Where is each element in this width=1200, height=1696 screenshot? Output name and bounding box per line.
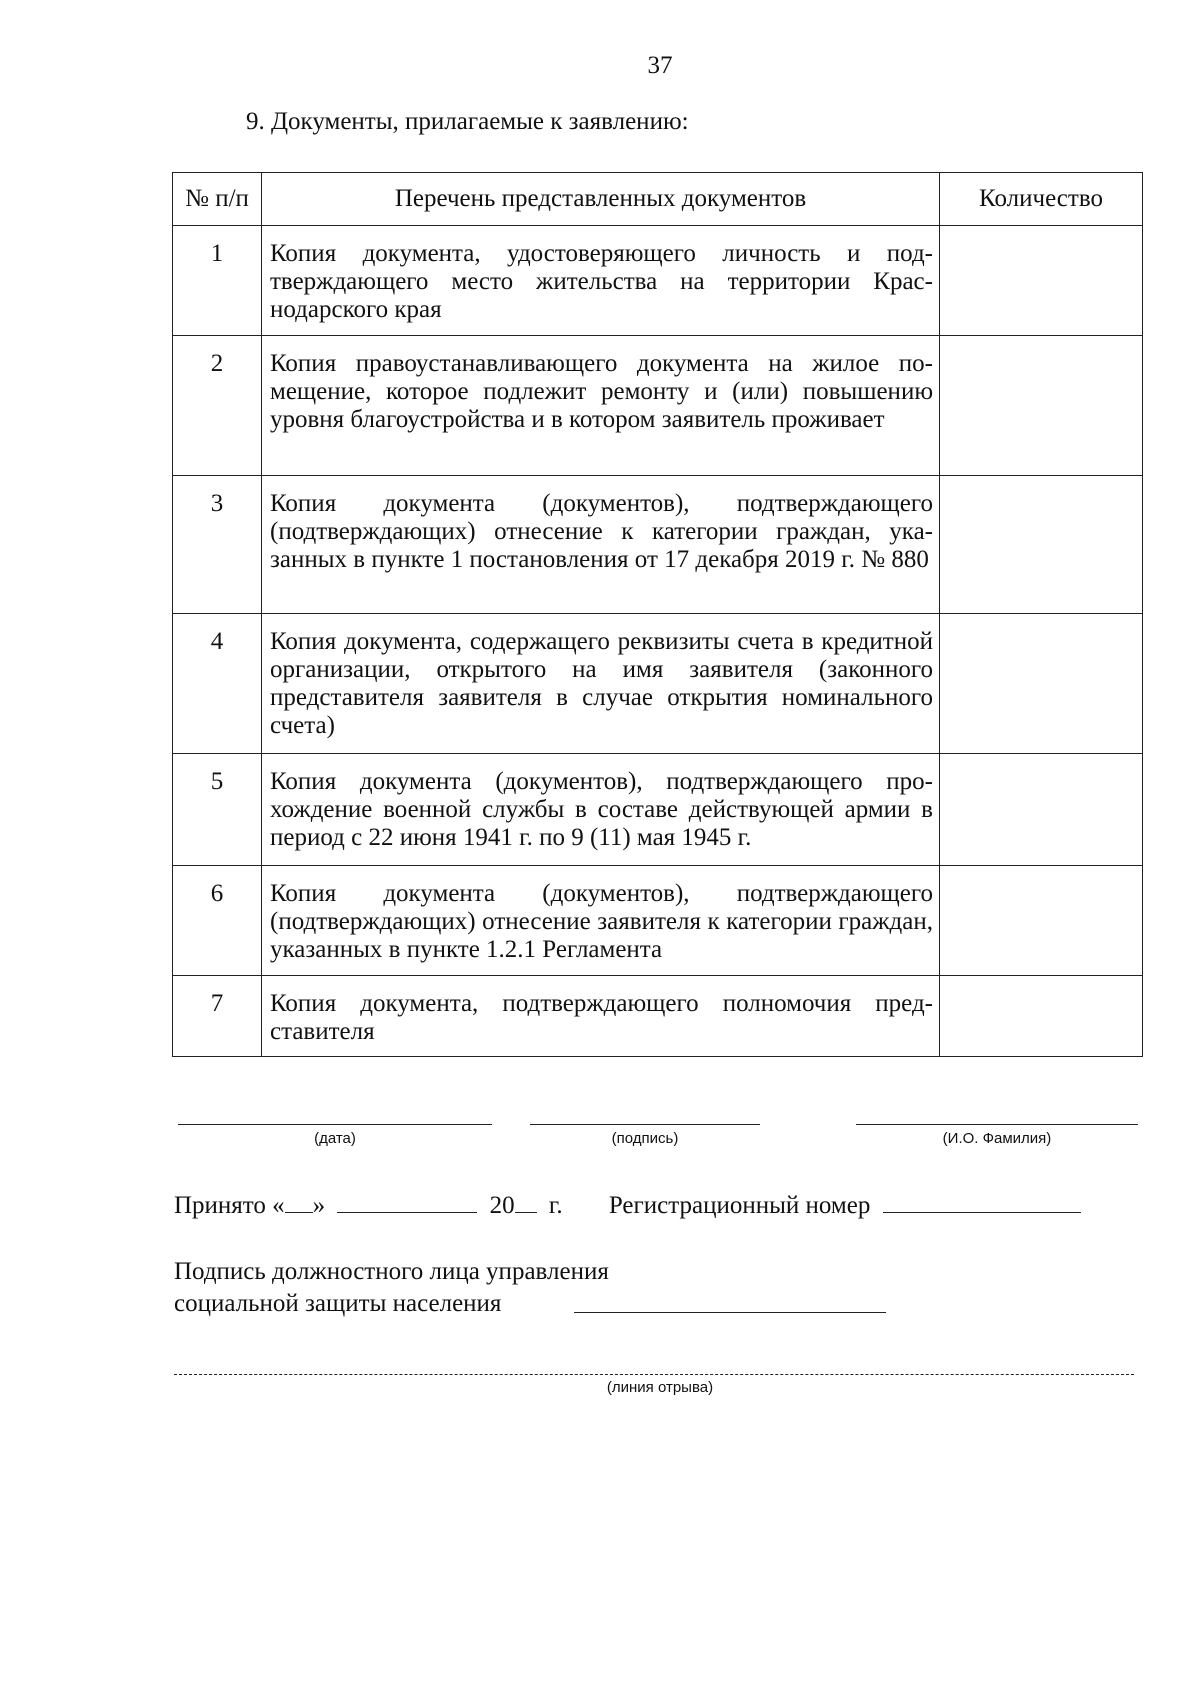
header-num: № п/п — [173, 173, 262, 226]
header-name: Перечень представленных документов — [262, 173, 940, 226]
row-num: 4 — [173, 614, 262, 754]
row-document: Копия правоустанавливающего документа на жилое помещение, которое подлежит ремонту и (или) повышению уровня благоустройства и в котором заявитель проживает — [262, 336, 940, 476]
official-label-line2: социальной защиты населения — [174, 1290, 502, 1317]
row-document: Копия документа (документов), подтверждающего (подтверждающих) отнесение к категории граждан, указанных в пункте 1 постановления от 17 декабря 2019 г. № 880 — [262, 476, 940, 614]
row-quantity — [940, 226, 1143, 336]
year-suffix: г. — [548, 1192, 563, 1219]
day-blank[interactable] — [285, 1190, 313, 1213]
page-number: 37 — [647, 52, 673, 79]
year-blank[interactable] — [515, 1190, 537, 1213]
date-caption: (дата) — [314, 1130, 356, 1147]
tear-caption: (линия отрыва) — [606, 1379, 714, 1396]
documents-table — [172, 172, 1143, 1057]
row-quantity — [940, 614, 1143, 754]
section-heading: 9. Документы, прилагаемые к заявлению: — [246, 108, 689, 135]
row-num: 3 — [173, 476, 262, 614]
accepted-quote-close: » — [312, 1192, 326, 1219]
table-row — [173, 476, 1143, 614]
row-document: Копия документа, подтверждающего полномочия представителя — [262, 976, 940, 1057]
accepted-label: Принято « — [174, 1192, 285, 1219]
registration-blank[interactable] — [883, 1190, 1081, 1213]
row-num: 5 — [173, 754, 262, 866]
row-document: Копия документа, удостоверяющего личность и подтверждающего место жительства на территории Краснодарского края — [262, 226, 940, 336]
table-row — [173, 614, 1143, 754]
row-num: 6 — [173, 866, 262, 976]
row-quantity — [940, 476, 1143, 614]
table-row — [173, 866, 1143, 976]
name-caption: (И.О. Фамилия) — [942, 1130, 1052, 1147]
table-row — [173, 976, 1143, 1057]
row-num: 2 — [173, 336, 262, 476]
row-document: Копия документа (документов), подтверждающего (подтверждающих) отнесение заявителя к категории граждан, указанных в пункте 1.2.1 Регламента — [262, 866, 940, 976]
official-label-line1: Подпись должностного лица управления — [174, 1258, 609, 1285]
table-row — [173, 226, 1143, 336]
row-num: 1 — [173, 226, 262, 336]
accepted-row — [174, 1190, 1081, 1220]
row-quantity — [940, 754, 1143, 866]
official-signature-line[interactable] — [574, 1312, 886, 1313]
table-row — [173, 336, 1143, 476]
header-qty: Количество — [940, 173, 1143, 226]
table-row — [173, 754, 1143, 866]
signature-line[interactable] — [530, 1124, 760, 1125]
row-document: Копия документа (документов), подтверждающего прохождение военной службы в составе действующей армии в период с 22 июня 1941 г. по 9 (11) мая 1945 г. — [262, 754, 940, 866]
row-num: 7 — [173, 976, 262, 1057]
registration-label: Регистрационный номер — [608, 1192, 871, 1219]
date-line[interactable] — [178, 1124, 492, 1125]
tear-line — [174, 1374, 1134, 1375]
row-quantity — [940, 866, 1143, 976]
month-blank[interactable] — [337, 1190, 477, 1213]
row-quantity — [940, 336, 1143, 476]
signature-caption: (подпись) — [611, 1130, 679, 1147]
year-prefix: 20 — [489, 1192, 515, 1219]
table-header-row — [173, 173, 1143, 226]
row-document: Копия документа, содержащего реквизиты счета в кредитной организации, открытого на имя заявителя (законного представителя заявителя в случае открытия номинального счета) — [262, 614, 940, 754]
row-quantity — [940, 976, 1143, 1057]
name-line[interactable] — [856, 1124, 1138, 1125]
official-signature-block — [174, 1256, 609, 1320]
